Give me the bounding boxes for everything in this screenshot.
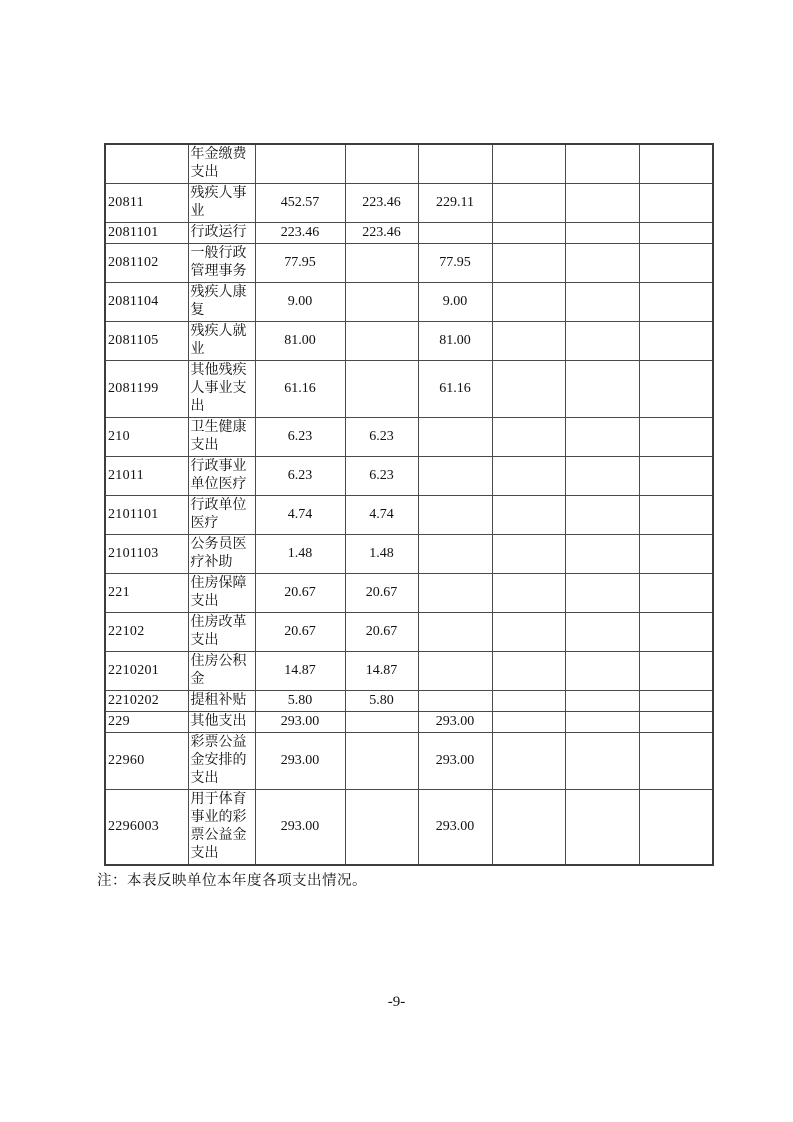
cell-empty-2	[565, 535, 639, 574]
cell-code: 221	[105, 574, 188, 613]
cell-value-total	[255, 144, 345, 184]
cell-name: 住房改革支出	[188, 613, 255, 652]
cell-empty-3	[639, 184, 713, 223]
table-row	[105, 418, 713, 457]
cell-value-total: 293.00	[255, 712, 345, 733]
cell-value-total: 5.80	[255, 691, 345, 712]
cell-empty-1	[492, 535, 565, 574]
cell-value-basic	[345, 144, 418, 184]
table-row	[105, 535, 713, 574]
cell-empty-2	[565, 244, 639, 283]
cell-value-total: 77.95	[255, 244, 345, 283]
cell-name: 用于体育事业的彩票公益金支出	[188, 790, 255, 866]
cell-value-total: 14.87	[255, 652, 345, 691]
cell-name: 年金缴费支出	[188, 144, 255, 184]
cell-value-total: 6.23	[255, 457, 345, 496]
cell-value-project	[418, 652, 492, 691]
cell-empty-3	[639, 712, 713, 733]
cell-name: 行政运行	[188, 223, 255, 244]
cell-name: 行政事业单位医疗	[188, 457, 255, 496]
table-row	[105, 457, 713, 496]
cell-empty-2	[565, 613, 639, 652]
cell-value-basic: 5.80	[345, 691, 418, 712]
cell-empty-1	[492, 613, 565, 652]
cell-value-basic: 6.23	[345, 457, 418, 496]
page-number: -9-	[387, 994, 406, 1010]
cell-value-total: 61.16	[255, 361, 345, 418]
cell-value-project	[418, 457, 492, 496]
cell-code: 21011	[105, 457, 188, 496]
cell-value-project: 77.95	[418, 244, 492, 283]
table-row	[105, 790, 713, 866]
cell-value-basic	[345, 712, 418, 733]
cell-value-project	[418, 574, 492, 613]
cell-value-total: 20.67	[255, 574, 345, 613]
cell-code: 210	[105, 418, 188, 457]
table-row	[105, 733, 713, 790]
cell-empty-1	[492, 652, 565, 691]
cell-value-project	[418, 535, 492, 574]
table-row	[105, 712, 713, 733]
cell-empty-2	[565, 790, 639, 866]
cell-code: 2210201	[105, 652, 188, 691]
cell-name: 残疾人事业	[188, 184, 255, 223]
cell-value-total: 4.74	[255, 496, 345, 535]
cell-empty-2	[565, 418, 639, 457]
cell-empty-1	[492, 361, 565, 418]
table-row	[105, 691, 713, 712]
table-row	[105, 283, 713, 322]
cell-value-total: 293.00	[255, 790, 345, 866]
cell-empty-2	[565, 712, 639, 733]
cell-value-basic	[345, 361, 418, 418]
cell-value-total: 9.00	[255, 283, 345, 322]
cell-name: 一般行政管理事务	[188, 244, 255, 283]
cell-empty-1	[492, 790, 565, 866]
cell-code: 2081199	[105, 361, 188, 418]
cell-empty-2	[565, 457, 639, 496]
cell-empty-2	[565, 144, 639, 184]
cell-code: 2081101	[105, 223, 188, 244]
cell-empty-3	[639, 535, 713, 574]
cell-value-project	[418, 691, 492, 712]
cell-value-total: 223.46	[255, 223, 345, 244]
table-row	[105, 613, 713, 652]
cell-name: 其他残疾人事业支出	[188, 361, 255, 418]
cell-value-basic	[345, 790, 418, 866]
cell-code	[105, 144, 188, 184]
expense-table	[104, 143, 714, 866]
cell-empty-3	[639, 733, 713, 790]
table-row	[105, 144, 713, 184]
cell-value-total: 81.00	[255, 322, 345, 361]
table-row	[105, 244, 713, 283]
cell-value-total: 6.23	[255, 418, 345, 457]
cell-empty-1	[492, 322, 565, 361]
cell-value-basic: 223.46	[345, 184, 418, 223]
cell-empty-3	[639, 283, 713, 322]
cell-code: 2210202	[105, 691, 188, 712]
cell-value-total: 293.00	[255, 733, 345, 790]
cell-value-basic	[345, 733, 418, 790]
cell-empty-3	[639, 652, 713, 691]
cell-code: 22960	[105, 733, 188, 790]
cell-value-basic	[345, 322, 418, 361]
cell-name: 卫生健康支出	[188, 418, 255, 457]
cell-empty-2	[565, 733, 639, 790]
cell-empty-1	[492, 244, 565, 283]
cell-empty-3	[639, 457, 713, 496]
cell-value-project	[418, 223, 492, 244]
cell-code: 2101101	[105, 496, 188, 535]
cell-empty-2	[565, 652, 639, 691]
cell-value-basic	[345, 283, 418, 322]
cell-empty-2	[565, 574, 639, 613]
cell-empty-3	[639, 144, 713, 184]
cell-empty-1	[492, 283, 565, 322]
cell-value-project: 229.11	[418, 184, 492, 223]
cell-value-total: 452.57	[255, 184, 345, 223]
cell-empty-1	[492, 223, 565, 244]
cell-empty-1	[492, 457, 565, 496]
cell-name: 其他支出	[188, 712, 255, 733]
cell-empty-3	[639, 244, 713, 283]
cell-empty-3	[639, 790, 713, 866]
cell-empty-3	[639, 418, 713, 457]
cell-code: 20811	[105, 184, 188, 223]
cell-code: 2296003	[105, 790, 188, 866]
cell-value-basic	[345, 244, 418, 283]
table-row	[105, 496, 713, 535]
table-row	[105, 574, 713, 613]
cell-empty-2	[565, 223, 639, 244]
cell-empty-1	[492, 144, 565, 184]
table-row	[105, 361, 713, 418]
cell-value-project: 293.00	[418, 790, 492, 866]
cell-empty-3	[639, 574, 713, 613]
cell-value-project: 293.00	[418, 733, 492, 790]
cell-value-project	[418, 144, 492, 184]
cell-empty-1	[492, 418, 565, 457]
cell-name: 住房公积金	[188, 652, 255, 691]
cell-code: 22102	[105, 613, 188, 652]
table-row	[105, 184, 713, 223]
cell-empty-2	[565, 361, 639, 418]
table-footnote: 注：本表反映单位本年度各项支出情况。	[97, 873, 367, 889]
cell-name: 提租补贴	[188, 691, 255, 712]
cell-empty-2	[565, 691, 639, 712]
cell-empty-1	[492, 691, 565, 712]
cell-code: 229	[105, 712, 188, 733]
cell-value-basic: 14.87	[345, 652, 418, 691]
cell-value-basic: 6.23	[345, 418, 418, 457]
cell-name: 住房保障支出	[188, 574, 255, 613]
cell-value-project: 81.00	[418, 322, 492, 361]
cell-value-project	[418, 418, 492, 457]
cell-code: 2081102	[105, 244, 188, 283]
table-row	[105, 652, 713, 691]
cell-value-project: 293.00	[418, 712, 492, 733]
cell-empty-1	[492, 712, 565, 733]
cell-name: 彩票公益金安排的支出	[188, 733, 255, 790]
cell-code: 2081104	[105, 283, 188, 322]
cell-empty-2	[565, 184, 639, 223]
cell-value-basic: 223.46	[345, 223, 418, 244]
cell-empty-2	[565, 322, 639, 361]
cell-empty-3	[639, 223, 713, 244]
cell-value-basic: 20.67	[345, 574, 418, 613]
cell-empty-3	[639, 496, 713, 535]
expense-table-body	[105, 144, 713, 865]
cell-empty-3	[639, 613, 713, 652]
cell-value-project: 61.16	[418, 361, 492, 418]
cell-value-total: 1.48	[255, 535, 345, 574]
cell-value-total: 20.67	[255, 613, 345, 652]
cell-name: 公务员医疗补助	[188, 535, 255, 574]
cell-value-project	[418, 496, 492, 535]
cell-name: 行政单位医疗	[188, 496, 255, 535]
cell-name: 残疾人康复	[188, 283, 255, 322]
cell-empty-3	[639, 361, 713, 418]
cell-empty-2	[565, 496, 639, 535]
cell-empty-1	[492, 733, 565, 790]
cell-empty-1	[492, 184, 565, 223]
cell-empty-3	[639, 691, 713, 712]
cell-empty-2	[565, 283, 639, 322]
table-row	[105, 223, 713, 244]
cell-value-basic: 4.74	[345, 496, 418, 535]
cell-value-basic: 20.67	[345, 613, 418, 652]
cell-empty-3	[639, 322, 713, 361]
table-row	[105, 322, 713, 361]
cell-value-basic: 1.48	[345, 535, 418, 574]
cell-code: 2081105	[105, 322, 188, 361]
expense-table-container	[104, 143, 714, 866]
cell-name: 残疾人就业	[188, 322, 255, 361]
cell-empty-1	[492, 496, 565, 535]
cell-code: 2101103	[105, 535, 188, 574]
cell-empty-1	[492, 574, 565, 613]
cell-value-project	[418, 613, 492, 652]
cell-value-project: 9.00	[418, 283, 492, 322]
